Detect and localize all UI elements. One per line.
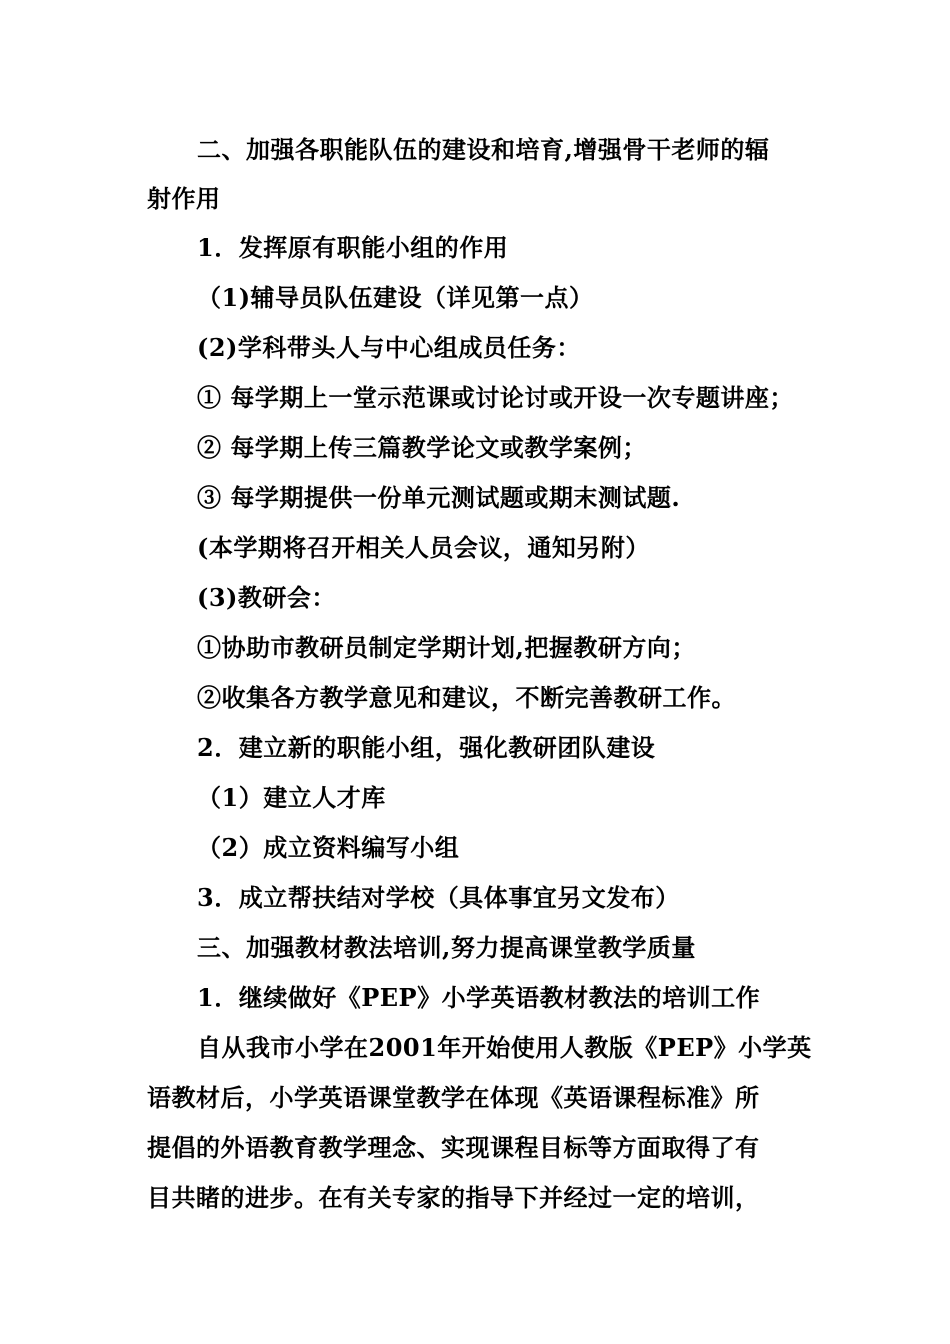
section-heading-3: 三、加强教材教法培训,努力提高课堂教学质量 — [197, 933, 696, 962]
section-heading-2-line-1: 二、加强各职能队伍的建设和培育,增强骨干老师的辐 — [197, 135, 770, 164]
subheading-3: 3．成立帮扶结对学校（具体事宜另文发布） — [197, 883, 680, 912]
item-1-2-c: ③ 每学期提供一份单元测试题或期末测试题. — [197, 483, 681, 512]
subheading-3-1: 1．继续做好《PEP》小学英语教材教法的培训工作 — [197, 983, 761, 1012]
item-1-2-b: ② 每学期上传三篇教学论文或教学案例； — [197, 433, 647, 462]
item-1-3: (3)教研会： — [197, 583, 336, 612]
item-1-2-a: ① 每学期上一堂示范课或讨论讨或开设一次专题讲座； — [197, 383, 794, 412]
paragraph-line-2: 语教材后，小学英语课堂教学在体现《英语课程标准》所 — [147, 1083, 760, 1112]
item-2-2: （2）成立资料编写小组 — [197, 833, 460, 862]
item-1-1: （1)辅导员队伍建设（详见第一点） — [197, 283, 594, 312]
subheading-2: 2．建立新的职能小组，强化教研团队建设 — [197, 733, 656, 762]
paragraph-line-1: 自从我市小学在2001年开始使用人教版《PEP》小学英 — [197, 1033, 812, 1062]
paragraph-line-4: 目共睹的进步。在有关专家的指导下并经过一定的培训， — [147, 1183, 760, 1212]
section-heading-2-line-2: 射作用 — [147, 184, 221, 213]
item-1-3-a: ①协助市教研员制定学期计划,把握教研方向； — [197, 633, 696, 662]
item-1-3-b: ②收集各方教学意见和建议，不断完善教研工作。 — [197, 683, 736, 712]
paragraph-line-3: 提倡的外语教育教学理念、实现课程目标等方面取得了有 — [147, 1133, 760, 1162]
subheading-1: 1．发挥原有职能小组的作用 — [197, 233, 509, 262]
item-2-1: （1）建立人才库 — [197, 783, 386, 812]
note-meeting: (本学期将召开相关人员会议，通知另附） — [197, 533, 650, 562]
item-1-2: (2)学科带头人与中心组成员任务： — [197, 333, 581, 362]
